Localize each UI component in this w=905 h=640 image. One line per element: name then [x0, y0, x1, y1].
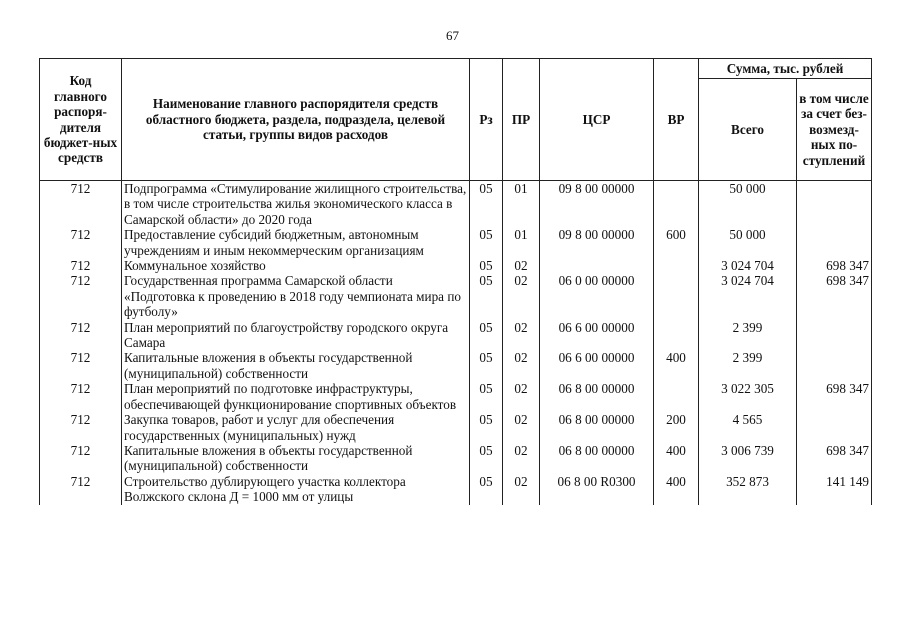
cell-total: 2 399: [699, 320, 797, 351]
cell-total: 3 006 739: [699, 443, 797, 474]
cell-total: 3 024 704: [699, 258, 797, 273]
table-row: [40, 443, 872, 474]
table-row: [40, 258, 872, 273]
cell-name: Подпрограмма «Стимулирование жилищного строительства, в том числе строительства жилья экономического класса в Самарской области» до 2020 года: [122, 181, 470, 228]
cell-name: Капитальные вложения в объекты государственной (муниципальной) собственности: [122, 443, 470, 474]
cell-code: 712: [40, 443, 122, 474]
cell-csr: 06 6 00 00000: [540, 350, 654, 381]
cell-free: 698 347: [797, 443, 872, 474]
cell-code: 712: [40, 412, 122, 443]
cell-vr: 200: [654, 412, 699, 443]
header-name: Наименование главного распорядителя средств областного бюджета, раздела, подраздела, целевой статьи, группы видов расходов: [122, 59, 470, 181]
cell-pr: 02: [503, 350, 540, 381]
table-row: [40, 181, 872, 228]
cell-pr: 02: [503, 381, 540, 412]
table-row: [40, 227, 872, 258]
cell-pr: 02: [503, 412, 540, 443]
cell-code: 712: [40, 181, 122, 228]
cell-csr: 06 6 00 00000: [540, 320, 654, 351]
cell-name: Строительство дублирующего участка коллектора Волжского склона Д = 1000 мм от улицы: [122, 474, 470, 505]
cell-code: 712: [40, 350, 122, 381]
cell-pr: 02: [503, 474, 540, 505]
cell-total: 50 000: [699, 181, 797, 228]
budget-table: [39, 58, 872, 505]
cell-csr: 09 8 00 00000: [540, 227, 654, 258]
cell-vr: 400: [654, 474, 699, 505]
cell-free: [797, 181, 872, 228]
cell-code: 712: [40, 381, 122, 412]
cell-name: Государственная программа Самарской области «Подготовка к проведению в 2018 году чемпионата мира по футболу»: [122, 273, 470, 319]
cell-free: 698 347: [797, 258, 872, 273]
cell-code: 712: [40, 320, 122, 351]
cell-rz: 05: [470, 258, 503, 273]
cell-rz: 05: [470, 474, 503, 505]
cell-csr: 06 0 00 00000: [540, 273, 654, 319]
cell-free: 141 149: [797, 474, 872, 505]
cell-rz: 05: [470, 320, 503, 351]
cell-rz: 05: [470, 443, 503, 474]
cell-name: Предоставление субсидий бюджетным, автономным учреждениям и иным некоммерческим организациям: [122, 227, 470, 258]
header-rz: Рз: [470, 59, 503, 181]
cell-rz: 05: [470, 412, 503, 443]
cell-csr: 06 8 00 00000: [540, 412, 654, 443]
cell-rz: 05: [470, 181, 503, 228]
cell-csr: 06 8 00 00000: [540, 381, 654, 412]
cell-name: План мероприятий по подготовке инфраструктуры, обеспечивающей функционирование спортивных объектов: [122, 381, 470, 412]
cell-pr: 02: [503, 273, 540, 319]
cell-rz: 05: [470, 381, 503, 412]
cell-csr: 06 8 00 00000: [540, 443, 654, 474]
cell-vr: [654, 320, 699, 351]
header-free: в том числе за счет без-возмезд-ных по-ступлений: [797, 79, 872, 181]
cell-vr: [654, 258, 699, 273]
cell-free: 698 347: [797, 381, 872, 412]
table-row: [40, 412, 872, 443]
table-row: [40, 320, 872, 351]
cell-total: 3 024 704: [699, 273, 797, 319]
cell-total: 2 399: [699, 350, 797, 381]
header-vr: ВР: [654, 59, 699, 181]
cell-pr: 01: [503, 227, 540, 258]
header-sum: Сумма, тыс. рублей: [699, 59, 872, 79]
table-header: [40, 59, 872, 181]
cell-name: Капитальные вложения в объекты государственной (муниципальной) собственности: [122, 350, 470, 381]
cell-total: 50 000: [699, 227, 797, 258]
cell-free: [797, 412, 872, 443]
cell-free: [797, 227, 872, 258]
header-pr: ПР: [503, 59, 540, 181]
header-total: Всего: [699, 79, 797, 181]
header-code: Код главного распоря-дителя бюджет-ных средств: [40, 59, 122, 181]
cell-rz: 05: [470, 227, 503, 258]
cell-pr: 01: [503, 181, 540, 228]
table-row: [40, 381, 872, 412]
cell-free: [797, 320, 872, 351]
cell-pr: 02: [503, 443, 540, 474]
cell-free: [797, 350, 872, 381]
cell-code: 712: [40, 258, 122, 273]
cell-vr: 400: [654, 443, 699, 474]
cell-code: 712: [40, 474, 122, 505]
table-row: [40, 474, 872, 505]
cell-total: 3 022 305: [699, 381, 797, 412]
cell-code: 712: [40, 227, 122, 258]
cell-name: Коммунальное хозяйство: [122, 258, 470, 273]
table-row: [40, 273, 872, 319]
table-row: [40, 350, 872, 381]
cell-vr: 600: [654, 227, 699, 258]
page-number: 67: [446, 28, 459, 43]
header-csr: ЦСР: [540, 59, 654, 181]
cell-name: План мероприятий по благоустройству городского округа Самара: [122, 320, 470, 351]
cell-vr: [654, 381, 699, 412]
cell-pr: 02: [503, 320, 540, 351]
cell-rz: 05: [470, 350, 503, 381]
cell-free: 698 347: [797, 273, 872, 319]
cell-rz: 05: [470, 273, 503, 319]
cell-csr: 06 8 00 R0300: [540, 474, 654, 505]
cell-vr: [654, 273, 699, 319]
cell-total: 352 873: [699, 474, 797, 505]
cell-pr: 02: [503, 258, 540, 273]
cell-csr: 09 8 00 00000: [540, 181, 654, 228]
cell-code: 712: [40, 273, 122, 319]
cell-vr: [654, 181, 699, 228]
cell-csr: [540, 258, 654, 273]
cell-name: Закупка товаров, работ и услуг для обеспечения государственных (муниципальных) нужд: [122, 412, 470, 443]
cell-total: 4 565: [699, 412, 797, 443]
cell-vr: 400: [654, 350, 699, 381]
